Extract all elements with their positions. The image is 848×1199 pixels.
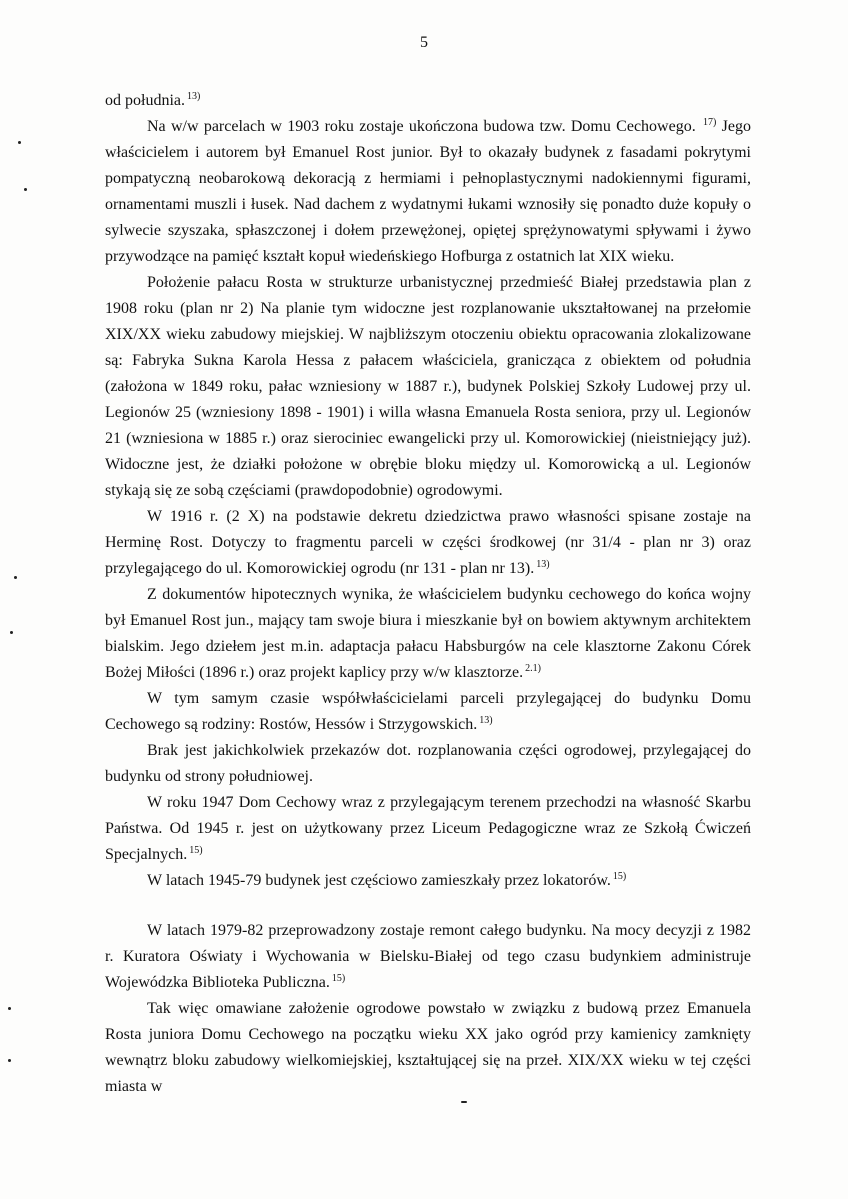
paragraph-4 xyxy=(105,504,751,582)
paragraph-text: W latach 1979-82 przeprowadzony zostaje remont całego budynku. Na mocy decyzji z 1982 r. Kuratora Oświaty i Wychowania w Bielsku-Białej od tego czasu budynkiem administruje Wojewódzka Biblioteka Publiczna. xyxy=(105,922,751,991)
paragraph-7 xyxy=(105,738,751,790)
footnote-ref: 2.1) xyxy=(525,663,541,674)
paragraph-text: od południa. xyxy=(105,92,185,109)
scan-speck xyxy=(18,141,21,144)
paragraph-text: W roku 1947 Dom Cechowy wraz z przylegającym terenem przechodzi na własność Skarbu Państwa. Od 1945 r. jest on użytkowany przez Liceum Pedagogiczne wraz ze Szkołą Ćwiczeń Specjalnych. xyxy=(105,794,751,863)
paragraph-text: Brak jest jakichkolwiek przekazów dot. rozplanowania części ogrodowej, przylegającej do budynku od strony południowej. xyxy=(105,742,751,785)
paragraph-text: W latach 1945-79 budynek jest częściowo zamieszkały przez lokatorów. xyxy=(147,872,611,889)
paragraph-2 xyxy=(105,114,751,270)
scan-speck xyxy=(461,1101,467,1103)
scan-speck xyxy=(10,631,13,634)
paragraph-text: Z dokumentów hipotecznych wynika, że właścicielem budynku cechowego do końca wojny był Emanuel Rost jun., mający tam swoje biura i mieszkanie był on bowiem aktywnym architektem bialskim. Jego dziełem jest m.in. adaptacja pałacu Habsburgów na cele klasztorne Zakonu Córek Bożej Miłości (1896 r.) oraz projekt kaplicy przy w/w klasztorze. xyxy=(105,586,751,681)
paragraph-10 xyxy=(105,918,751,996)
paragraph-3 xyxy=(105,270,751,504)
document-body xyxy=(105,88,751,1100)
paragraph-text-continued: Jego właścicielem i autorem był Emanuel Rost junior. Był to okazały budynek z fasadami pokrytymi pompatyczną neobarokową dekoracją z hermiami i pełnoplastycznymi nadokiennymi figurami, ornamentami muszli i łusek. Nad dachem z wydatnymi łukami wznosiły się ponadto duże kopuły o sylwecie szyszaka, spłaszczonej i dołem przewężonej, opiętej sprężynowatymi spływami i żywo przywodzące na pamięć kształt kopuł wiedeńskiego Hofburga z ostatnich lat XIX wieku. xyxy=(105,118,751,265)
scan-speck xyxy=(14,576,17,579)
paragraph-text: Położenie pałacu Rosta w strukturze urbanistycznej przedmieść Białej przedstawia plan z 1908 roku (plan nr 2) Na planie tym widoczne jest rozplanowanie ukształtowanej na przełomie XIX/XX wieku zabudowy miejskiej. W najbliższym otoczeniu obiektu opracowania zlokalizowane są: Fabryka Sukna Karola Hessa z pałacem właściciela, granicząca z obiektem od południa (założona w 1849 roku, pałac wzniesiony w 1887 r.), budynek Polskiej Szkoły Ludowej przy ul. Legionów 25 (wzniesiony 1898 - 1901) i willa własna Emanuela Rosta seniora, przy ul. Legionów 21 (wzniesiona w 1885 r.) oraz sierociniec ewangelicki przy ul. Komorowickiej (nieistniejący już). Widoczne jest, że działki położone w obrębie bloku między ul. Komorowicką a ul. Legionów stykają się ze sobą częściami (prawdopodobnie) ogrodowymi. xyxy=(105,274,751,499)
paragraph-11 xyxy=(105,996,751,1100)
paragraph-spacer xyxy=(105,894,751,918)
paragraph-text: W tym samym czasie współwłaścicielami parceli przylegającej do budynku Domu Cechowego są rodziny: Rostów, Hessów i Strzygowskich. xyxy=(105,690,751,733)
footnote-ref: 13) xyxy=(479,715,493,726)
paragraph-text: W 1916 r. (2 X) na podstawie dekretu dziedzictwa prawo własności spisane zostaje na Herminę Rost. Dotyczy to fragmentu parceli w części środkowej (nr 31/4 - plan nr 3) oraz przylegającego do ul. Komorowickiej ogrodu (nr 131 - plan nr 13). xyxy=(105,508,751,577)
paragraph-8 xyxy=(105,790,751,868)
footnote-ref: 13) xyxy=(187,91,201,102)
scan-speck xyxy=(24,188,27,191)
footnote-ref: 13) xyxy=(536,559,550,570)
footnote-ref: 15) xyxy=(612,871,627,882)
footnote-ref: 15) xyxy=(189,845,203,856)
paragraph-1 xyxy=(105,88,751,114)
paragraph-9 xyxy=(105,868,751,894)
footnote-ref: 17) xyxy=(703,117,717,128)
scan-speck xyxy=(8,1059,11,1062)
paragraph-text: Tak więc omawiane założenie ogrodowe powstało w związku z budową przez Emanuela Rosta juniora Domu Cechowego na początku wieku XX jako ogród przy kamienicy zamknięty wewnątrz bloku zabudowy wielkomiejskiej, kształtującej się na przeł. XIX/XX wieku w tej części miasta w xyxy=(105,1000,751,1095)
paragraph-6 xyxy=(105,686,751,738)
footnote-ref: 15) xyxy=(331,973,346,984)
scan-speck xyxy=(8,1007,11,1010)
paragraph-text: Na w/w parcelach w 1903 roku zostaje ukończona budowa tzw. Domu Cechowego. xyxy=(147,118,702,135)
paragraph-5 xyxy=(105,582,751,686)
page-number: 5 xyxy=(420,34,428,51)
